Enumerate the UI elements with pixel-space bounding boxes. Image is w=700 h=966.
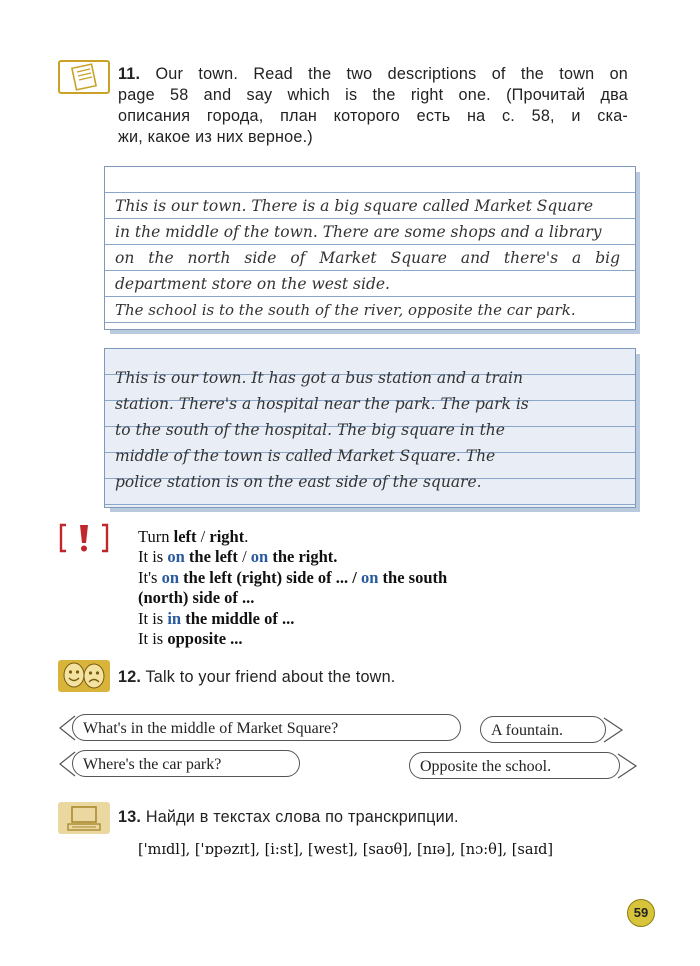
task-13-text: 13. Найди в текстах слова по транскрипции. (118, 808, 459, 826)
description-line: This is our town. There is a big square called Market Square (115, 197, 594, 215)
speech-bubble-question-1: What's in the middle of Market Square? (72, 714, 461, 741)
description-line: in the middle of the town. There are some shops and a library (115, 223, 602, 241)
computer-icon (58, 802, 110, 834)
description-line: department store on the west side. (115, 275, 390, 293)
description-line: middle of the town is called Market Square. The (115, 447, 496, 465)
speech-bubble-question-2: Where's the car park? (72, 750, 300, 777)
description-line: police station is on the east side of the square. (115, 473, 482, 491)
description-line: on the north side of Market Square and there's a big (115, 249, 621, 267)
description-line: station. There's a hospital near the park. The park is (115, 395, 529, 413)
task-11-text: 11. Our town. Read the two descriptions of the town on page 58 and say which is the right one. (Прочитай два описания города, план которого есть на с. 58, и ска- жи, какое из них верное.) (118, 65, 628, 146)
transcription-list: ['mɪdl], ['ɒpəzɪt], [i:st], [west], [saʊθ], [nɪə], [nɔ:θ], [saɪd] (138, 842, 554, 858)
description-line: The school is to the south of the river, opposite the car park. (115, 301, 576, 319)
description-line: to the south of the hospital. The big square in the (115, 421, 505, 439)
speech-bubble-answer-1: A fountain. (480, 716, 606, 743)
task-12-text: 12. Talk to your friend about the town. (118, 668, 396, 686)
rule-box: Turn left / right. It is on the left / on the right. It's on the left (right) side of ... / on the south (north) side of ... It is in the middle of ... It is opposite ... (138, 527, 448, 649)
page-number: 59 (627, 899, 655, 927)
description-line: This is our town. It has got a bus station and a train (115, 369, 523, 387)
task-number: 11. (118, 65, 141, 83)
speech-bubble-answer-2: Opposite the school. (409, 752, 620, 779)
